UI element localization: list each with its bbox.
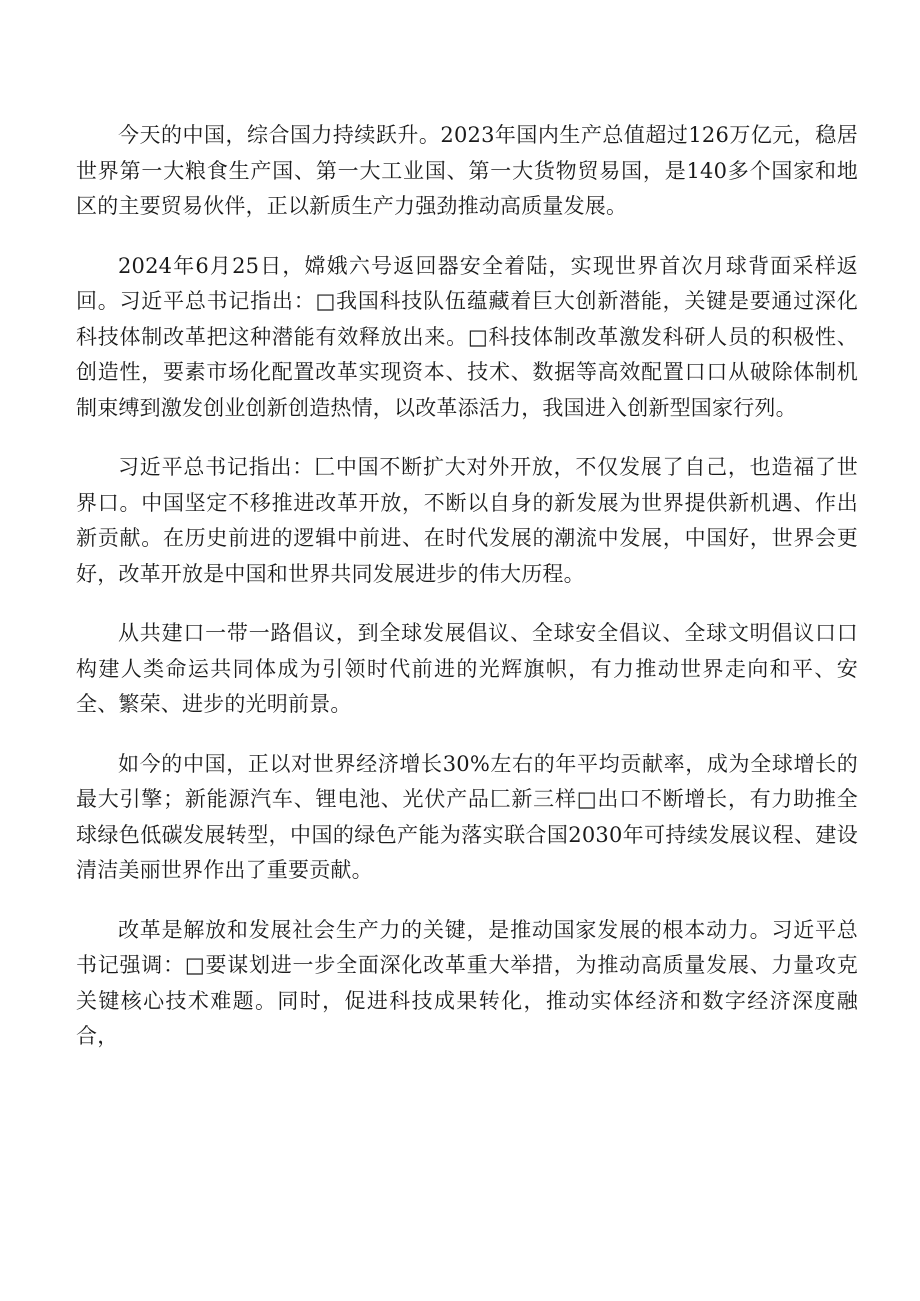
article-body [76, 118, 858, 1079]
paragraph-6: 改革是解放和发展社会生产力的关键，是推动国家发展的根本动力。习近平总书记强调：□要谋划进一步全面深化改革重大举措，为推动高质量发展、力量攻克关键核心技术难题。同时，促进科技成果转化，推动实体经济和数字经济深度融合， [76, 917, 858, 1048]
paragraph-4: 从共建口一带一路倡议，到全球发展倡议、全球安全倡议、全球文明倡议口口构建人类命运共同体成为引领时代前进的光辉旗帜，有力推动世界走向和平、安全、繁荣、进步的光明前景。 [76, 621, 858, 716]
paragraph-2: 2024年6月25日，嫦娥六号返回器安全着陆，实现世界首次月球背面采样返回。习近平总书记指出：□我国科技队伍蕴藏着巨大创新潜能，关键是要通过深化科技体制改革把这种潜能有效释放出来。□科技体制改革激发科研人员的积极性、创造性，要素市场化配置改革实现资本、技术、数据等高效配置口口从破除体制机制束缚到激发创业创新创造热情，以改革添活力，我国进入创新型国家行列。 [76, 253, 858, 420]
paragraph-3: 习近平总书记指出：匚中国不断扩大对外开放，不仅发展了自己，也造福了世界口。中国坚定不移推进改革开放，不断以自身的新发展为世界提供新机遇、作出新贡献。在历史前进的逻辑中前进、在时代发展的潮流中发展，中国好，世界会更好，改革开放是中国和世界共同发展进步的伟大历程。 [76, 455, 858, 586]
paragraph-1: 今天的中国，综合国力持续跃升。2023年国内生产总值超过126万亿元，稳居世界第一大粮食生产国、第一大工业国、第一大货物贸易国，是140多个国家和地区的主要贸易伙伴，正以新质生产力强劲推动高质量发展。 [76, 123, 858, 218]
paragraph-5: 如今的中国，正以对世界经济增长30%左右的年平均贡献率，成为全球增长的最大引擎；新能源汽车、锂电池、光伏产品匚新三样□出口不断增长，有力助推全球绿色低碳发展转型，中国的绿色产能为落实联合国2030年可持续发展议程、建设清洁美丽世界作出了重要贡献。 [76, 751, 858, 882]
